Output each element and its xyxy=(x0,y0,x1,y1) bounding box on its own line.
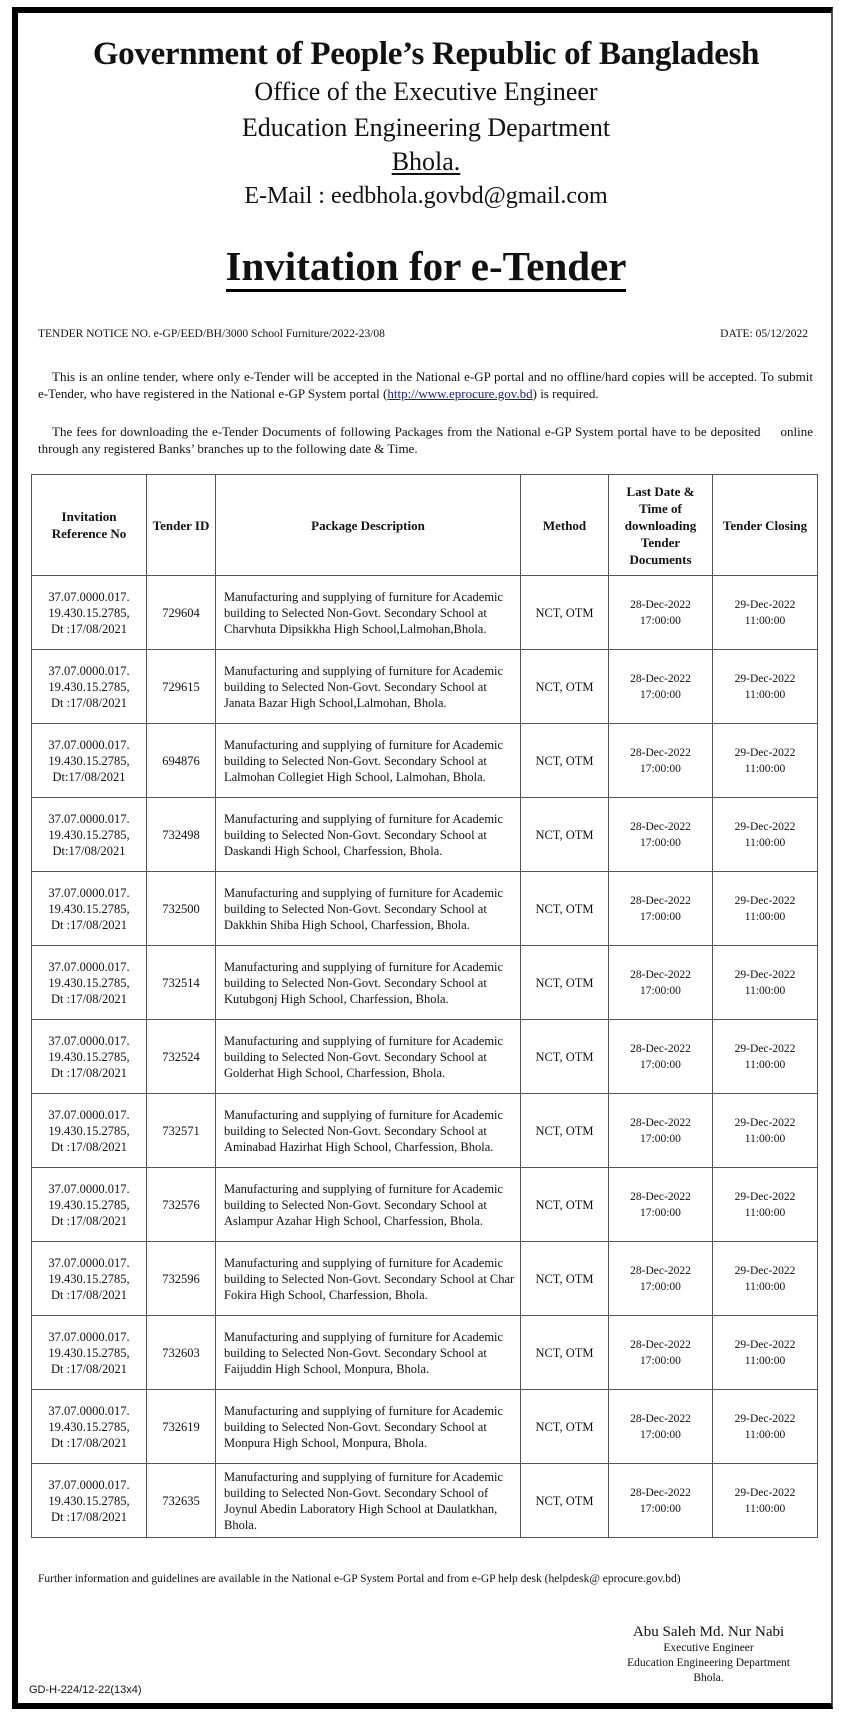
cell-method: NCT, OTM xyxy=(521,724,609,798)
cell-reference xyxy=(32,872,147,946)
reference-line-2: 19.430.15.2785, xyxy=(48,1345,130,1360)
cell-method: NCT, OTM xyxy=(521,798,609,872)
reference-line-2: 19.430.15.2785, xyxy=(48,605,130,620)
closing-date: 29-Dec-2022 xyxy=(734,1412,796,1425)
cell-method: NCT, OTM xyxy=(521,1242,609,1316)
cell-description: Manufacturing and supplying of furniture for Academic building to Selected Non-Govt. Secondary School at Dakkhin Shiba High School, Charfession, Bhola. xyxy=(216,872,521,946)
table-row xyxy=(32,872,818,946)
cell-reference xyxy=(32,650,147,724)
cell-closing xyxy=(713,1094,818,1168)
cell-tender-id: 694876 xyxy=(147,724,216,798)
cell-tender-id: 732603 xyxy=(147,1316,216,1390)
reference-line-2: 19.430.15.2785, xyxy=(48,1049,130,1064)
closing-time: 11:00:00 xyxy=(744,762,786,775)
cell-closing xyxy=(713,576,818,650)
cell-last-date xyxy=(609,1168,713,1242)
last-date: 28-Dec-2022 xyxy=(630,1190,691,1203)
closing-date: 29-Dec-2022 xyxy=(734,820,796,833)
last-time: 17:00:00 xyxy=(640,910,681,923)
reference-line-1: 37.07.0000.017. xyxy=(48,1181,130,1196)
cell-reference xyxy=(32,1464,147,1538)
reference-line-2: 19.430.15.2785, xyxy=(48,1493,130,1508)
last-time: 17:00:00 xyxy=(640,836,681,849)
reference-line-2: 19.430.15.2785, xyxy=(48,753,130,768)
cell-description: Manufacturing and supplying of furniture for Academic building to Selected Non-Govt. Secondary School at Kutubgonj High School, Charfession, Bhola. xyxy=(216,946,521,1020)
cell-reference xyxy=(32,576,147,650)
last-time: 17:00:00 xyxy=(640,1428,681,1441)
cell-closing xyxy=(713,1390,818,1464)
closing-time: 11:00:00 xyxy=(744,836,786,849)
cell-tender-id: 732596 xyxy=(147,1242,216,1316)
last-date: 28-Dec-2022 xyxy=(630,1116,691,1129)
reference-line-3: Dt :17/08/2021 xyxy=(50,621,128,636)
last-date: 28-Dec-2022 xyxy=(630,1338,691,1351)
reference-line-1: 37.07.0000.017. xyxy=(48,1329,130,1344)
cell-reference xyxy=(32,1020,147,1094)
last-date: 28-Dec-2022 xyxy=(630,1412,691,1425)
cell-tender-id: 732524 xyxy=(147,1020,216,1094)
closing-time: 11:00:00 xyxy=(744,688,786,701)
cell-method: NCT, OTM xyxy=(521,576,609,650)
last-time: 17:00:00 xyxy=(640,1132,681,1145)
cell-last-date xyxy=(609,1316,713,1390)
table-row xyxy=(32,576,818,650)
cell-closing xyxy=(713,1242,818,1316)
reference-line-3: Dt :17/08/2021 xyxy=(50,1139,128,1154)
cell-description: Manufacturing and supplying of furniture for Academic building to Selected Non-Govt. Secondary School at Aslampur Azahar High School, Charfession, Bhola. xyxy=(216,1168,521,1242)
closing-time: 11:00:00 xyxy=(744,1354,786,1367)
reference-line-1: 37.07.0000.017. xyxy=(48,737,130,752)
col-header-closing: Tender Closing xyxy=(713,475,818,576)
last-time: 17:00:00 xyxy=(640,1058,681,1071)
closing-time: 11:00:00 xyxy=(744,1132,786,1145)
cell-description: Manufacturing and supplying of furniture for Academic building to Selected Non-Govt. Secondary School at Faijuddin High School, Monpura, Bhola. xyxy=(216,1316,521,1390)
col-header-tender-id: Tender ID xyxy=(147,475,216,576)
reference-line-3: Dt :17/08/2021 xyxy=(50,1287,128,1302)
reference-line-1: 37.07.0000.017. xyxy=(48,663,130,678)
last-time: 17:00:00 xyxy=(640,762,681,775)
reference-line-1: 37.07.0000.017. xyxy=(48,1403,130,1418)
reference-line-3: Dt:17/08/2021 xyxy=(52,769,126,784)
cell-reference xyxy=(32,798,147,872)
reference-line-3: Dt :17/08/2021 xyxy=(50,991,128,1006)
city-heading xyxy=(0,147,852,177)
cell-last-date xyxy=(609,1094,713,1168)
last-date: 28-Dec-2022 xyxy=(630,672,691,685)
government-heading: Government of People’s Republic of Bangladesh xyxy=(92,36,760,72)
reference-line-2: 19.430.15.2785, xyxy=(48,975,130,990)
reference-line-3: Dt :17/08/2021 xyxy=(50,1213,128,1228)
table-header-row xyxy=(32,475,818,576)
cell-method: NCT, OTM xyxy=(521,1094,609,1168)
cell-closing xyxy=(713,1464,818,1538)
col-header-reference: Invitation Reference No xyxy=(32,475,147,576)
cell-reference xyxy=(32,946,147,1020)
cell-last-date xyxy=(609,946,713,1020)
closing-time: 11:00:00 xyxy=(744,1206,786,1219)
reference-line-1: 37.07.0000.017. xyxy=(48,1033,130,1048)
cell-tender-id: 729604 xyxy=(147,576,216,650)
cell-tender-id: 732498 xyxy=(147,798,216,872)
last-date: 28-Dec-2022 xyxy=(630,1486,691,1499)
reference-line-3: Dt:17/08/2021 xyxy=(52,843,126,858)
table-row xyxy=(32,1242,818,1316)
col-header-last-date: Last Date & Time of downloading Tender Documents xyxy=(609,475,713,576)
closing-time: 11:00:00 xyxy=(744,1280,786,1293)
table-row xyxy=(32,1390,818,1464)
cell-reference xyxy=(32,1094,147,1168)
reference-line-3: Dt :17/08/2021 xyxy=(50,695,128,710)
cell-last-date xyxy=(609,1390,713,1464)
last-time: 17:00:00 xyxy=(640,1354,681,1367)
last-time: 17:00:00 xyxy=(640,984,681,997)
closing-time: 11:00:00 xyxy=(744,984,786,997)
closing-time: 11:00:00 xyxy=(744,910,786,923)
office-heading: Office of the Executive Engineer xyxy=(254,77,598,106)
last-date: 28-Dec-2022 xyxy=(630,820,691,833)
cell-last-date xyxy=(609,724,713,798)
cell-description: Manufacturing and supplying of furniture for Academic building to Selected Non-Govt. Secondary School at Janata Bazar High School,Lalmohan, Bhola. xyxy=(216,650,521,724)
intro-text-after-link: ) is required. xyxy=(532,386,599,401)
intro-text-before-link: This is an online tender, where only e-Tender will be accepted in the National e-GP portal and no offline/hard copies will be accepted. To submit e-Tender, who have registered in the National e-GP System portal ( xyxy=(38,369,813,401)
reference-line-1: 37.07.0000.017. xyxy=(48,1107,130,1122)
reference-line-3: Dt :17/08/2021 xyxy=(50,1361,128,1376)
closing-date: 29-Dec-2022 xyxy=(734,1338,796,1351)
cell-method: NCT, OTM xyxy=(521,946,609,1020)
cell-method: NCT, OTM xyxy=(521,1168,609,1242)
table-row xyxy=(32,798,818,872)
reference-line-1: 37.07.0000.017. xyxy=(48,959,130,974)
table-row xyxy=(32,946,818,1020)
reference-line-3: Dt :17/08/2021 xyxy=(50,1065,128,1080)
reference-line-3: Dt :17/08/2021 xyxy=(50,1435,128,1450)
closing-date: 29-Dec-2022 xyxy=(734,894,796,907)
notice-date: DATE: 05/12/2022 xyxy=(720,328,808,340)
last-time: 17:00:00 xyxy=(640,688,681,701)
ad-code: GD-H-224/12-22(13x4) xyxy=(29,1684,142,1696)
signatory-title: Executive Engineer xyxy=(663,1642,754,1654)
reference-line-2: 19.430.15.2785, xyxy=(48,827,130,842)
table-row xyxy=(32,1168,818,1242)
last-date: 28-Dec-2022 xyxy=(630,1264,691,1277)
col-header-method: Method xyxy=(521,475,609,576)
closing-date: 29-Dec-2022 xyxy=(734,1042,796,1055)
signatory-name: Abu Saleh Md. Nur Nabi xyxy=(632,1624,785,1640)
last-time: 17:00:00 xyxy=(640,1502,681,1515)
cell-method: NCT, OTM xyxy=(521,1390,609,1464)
cell-reference xyxy=(32,1168,147,1242)
signatory-city: Bhola. xyxy=(693,1672,724,1684)
cell-closing xyxy=(713,650,818,724)
last-date: 28-Dec-2022 xyxy=(630,598,691,611)
closing-date: 29-Dec-2022 xyxy=(734,1264,796,1277)
intro-paragraph xyxy=(38,368,813,402)
closing-time: 11:00:00 xyxy=(744,1058,786,1071)
table-row xyxy=(32,1464,818,1538)
cell-description: Manufacturing and supplying of furniture for Academic building to Selected Non-Govt. Secondary School at Monpura High School, Monpura, Bhola. xyxy=(216,1390,521,1464)
eprocure-link[interactable]: http://www.eprocure.gov.bd xyxy=(387,386,533,401)
reference-line-2: 19.430.15.2785, xyxy=(48,1123,130,1138)
reference-line-1: 37.07.0000.017. xyxy=(48,589,130,604)
cell-closing xyxy=(713,1168,818,1242)
signature-block xyxy=(627,1624,790,1686)
reference-line-1: 37.07.0000.017. xyxy=(48,1477,130,1492)
closing-date: 29-Dec-2022 xyxy=(734,598,796,611)
cell-closing xyxy=(713,798,818,872)
cell-tender-id: 729615 xyxy=(147,650,216,724)
cell-last-date xyxy=(609,576,713,650)
last-date: 28-Dec-2022 xyxy=(630,968,691,981)
cell-last-date xyxy=(609,798,713,872)
fees-paragraph: The fees for downloading the e-Tender Documents of following Packages from the National e-GP System portal have to be deposited online through any registered Banks’ branches up to the following date & Time. xyxy=(38,424,817,456)
cell-method: NCT, OTM xyxy=(521,1020,609,1094)
last-date: 28-Dec-2022 xyxy=(630,894,691,907)
closing-time: 11:00:00 xyxy=(744,1428,786,1441)
last-time: 17:00:00 xyxy=(640,614,681,627)
closing-time: 11:00:00 xyxy=(744,1502,786,1515)
table-row xyxy=(32,1020,818,1094)
reference-line-1: 37.07.0000.017. xyxy=(48,885,130,900)
closing-date: 29-Dec-2022 xyxy=(734,672,796,685)
table-row xyxy=(32,724,818,798)
reference-line-3: Dt :17/08/2021 xyxy=(50,1509,128,1524)
cell-description: Manufacturing and supplying of furniture for Academic building to Selected Non-Govt. Secondary School at Char Fokira High School, Charfession, Bhola. xyxy=(216,1242,521,1316)
email-line: E-Mail : eedbhola.govbd@gmail.com xyxy=(244,183,608,209)
reference-line-2: 19.430.15.2785, xyxy=(48,1419,130,1434)
cell-closing xyxy=(713,946,818,1020)
cell-last-date xyxy=(609,1242,713,1316)
cell-description: Manufacturing and supplying of furniture for Academic building to Selected Non-Govt. Secondary School at Daskandi High School, Charfession, Bhola. xyxy=(216,798,521,872)
cell-tender-id: 732571 xyxy=(147,1094,216,1168)
closing-date: 29-Dec-2022 xyxy=(734,746,796,759)
table-row xyxy=(32,1094,818,1168)
cell-closing xyxy=(713,1316,818,1390)
further-info-text: Further information and guidelines are available in the National e-GP System Portal and from e-GP help desk (helpdesk@ eprocure.gov.bd) xyxy=(38,1573,681,1585)
cell-method: NCT, OTM xyxy=(521,1316,609,1390)
reference-line-2: 19.430.15.2785, xyxy=(48,679,130,694)
cell-description: Manufacturing and supplying of furniture for Academic building to Selected Non-Govt. Secondary School at Charvhuta Dipsikkha High School,Lalmohan,Bhola. xyxy=(216,576,521,650)
col-header-description: Package Description xyxy=(216,475,521,576)
table-row xyxy=(32,1316,818,1390)
closing-date: 29-Dec-2022 xyxy=(734,1486,796,1499)
last-time: 17:00:00 xyxy=(640,1280,681,1293)
cell-last-date xyxy=(609,872,713,946)
reference-line-2: 19.430.15.2785, xyxy=(48,901,130,916)
reference-line-2: 19.430.15.2785, xyxy=(48,1197,130,1212)
cell-reference xyxy=(32,1390,147,1464)
cell-closing xyxy=(713,872,818,946)
cell-method: NCT, OTM xyxy=(521,1464,609,1538)
cell-description: Manufacturing and supplying of furniture for Academic building to Selected Non-Govt. Secondary School of Joynul Abedin Laboratory High School at Daulatkhan, Bhola. xyxy=(216,1464,521,1538)
cell-tender-id: 732500 xyxy=(147,872,216,946)
signatory-department: Education Engineering Department xyxy=(627,1657,790,1669)
closing-date: 29-Dec-2022 xyxy=(734,968,796,981)
last-date: 28-Dec-2022 xyxy=(630,1042,691,1055)
cell-reference xyxy=(32,1242,147,1316)
reference-line-1: 37.07.0000.017. xyxy=(48,1255,130,1270)
reference-line-2: 19.430.15.2785, xyxy=(48,1271,130,1286)
tender-notice-number: TENDER NOTICE NO. e-GP/EED/BH/3000 School Furniture/2022-23/08 xyxy=(38,328,385,340)
cell-closing xyxy=(713,724,818,798)
city-label: Bhola. xyxy=(391,147,461,176)
reference-line-3: Dt :17/08/2021 xyxy=(50,917,128,932)
closing-time: 11:00:00 xyxy=(744,614,786,627)
page-title-text: Invitation for e-Tender xyxy=(226,243,627,292)
last-time: 17:00:00 xyxy=(640,1206,681,1219)
cell-last-date xyxy=(609,650,713,724)
cell-tender-id: 732619 xyxy=(147,1390,216,1464)
cell-method: NCT, OTM xyxy=(521,872,609,946)
last-date: 28-Dec-2022 xyxy=(630,746,691,759)
closing-date: 29-Dec-2022 xyxy=(734,1116,796,1129)
tender-table xyxy=(31,474,818,1538)
cell-reference xyxy=(32,724,147,798)
page-title xyxy=(0,242,852,290)
cell-reference xyxy=(32,1316,147,1390)
cell-method: NCT, OTM xyxy=(521,650,609,724)
department-heading: Education Engineering Department xyxy=(241,113,611,142)
cell-closing xyxy=(713,1020,818,1094)
cell-tender-id: 732635 xyxy=(147,1464,216,1538)
cell-last-date xyxy=(609,1464,713,1538)
cell-description: Manufacturing and supplying of furniture for Academic building to Selected Non-Govt. Secondary School at Lalmohan Collegiet High School, Lalmohan, Bhola. xyxy=(216,724,521,798)
closing-date: 29-Dec-2022 xyxy=(734,1190,796,1203)
table-row xyxy=(32,650,818,724)
table-body xyxy=(32,576,818,1538)
cell-description: Manufacturing and supplying of furniture for Academic building to Selected Non-Govt. Secondary School at Aminabad Hazirhat High School, Charfession, Bhola. xyxy=(216,1094,521,1168)
cell-last-date xyxy=(609,1020,713,1094)
cell-description: Manufacturing and supplying of furniture for Academic building to Selected Non-Govt. Secondary School at Golderhat High School, Charfession, Bhola. xyxy=(216,1020,521,1094)
cell-tender-id: 732576 xyxy=(147,1168,216,1242)
cell-tender-id: 732514 xyxy=(147,946,216,1020)
reference-line-1: 37.07.0000.017. xyxy=(48,811,130,826)
